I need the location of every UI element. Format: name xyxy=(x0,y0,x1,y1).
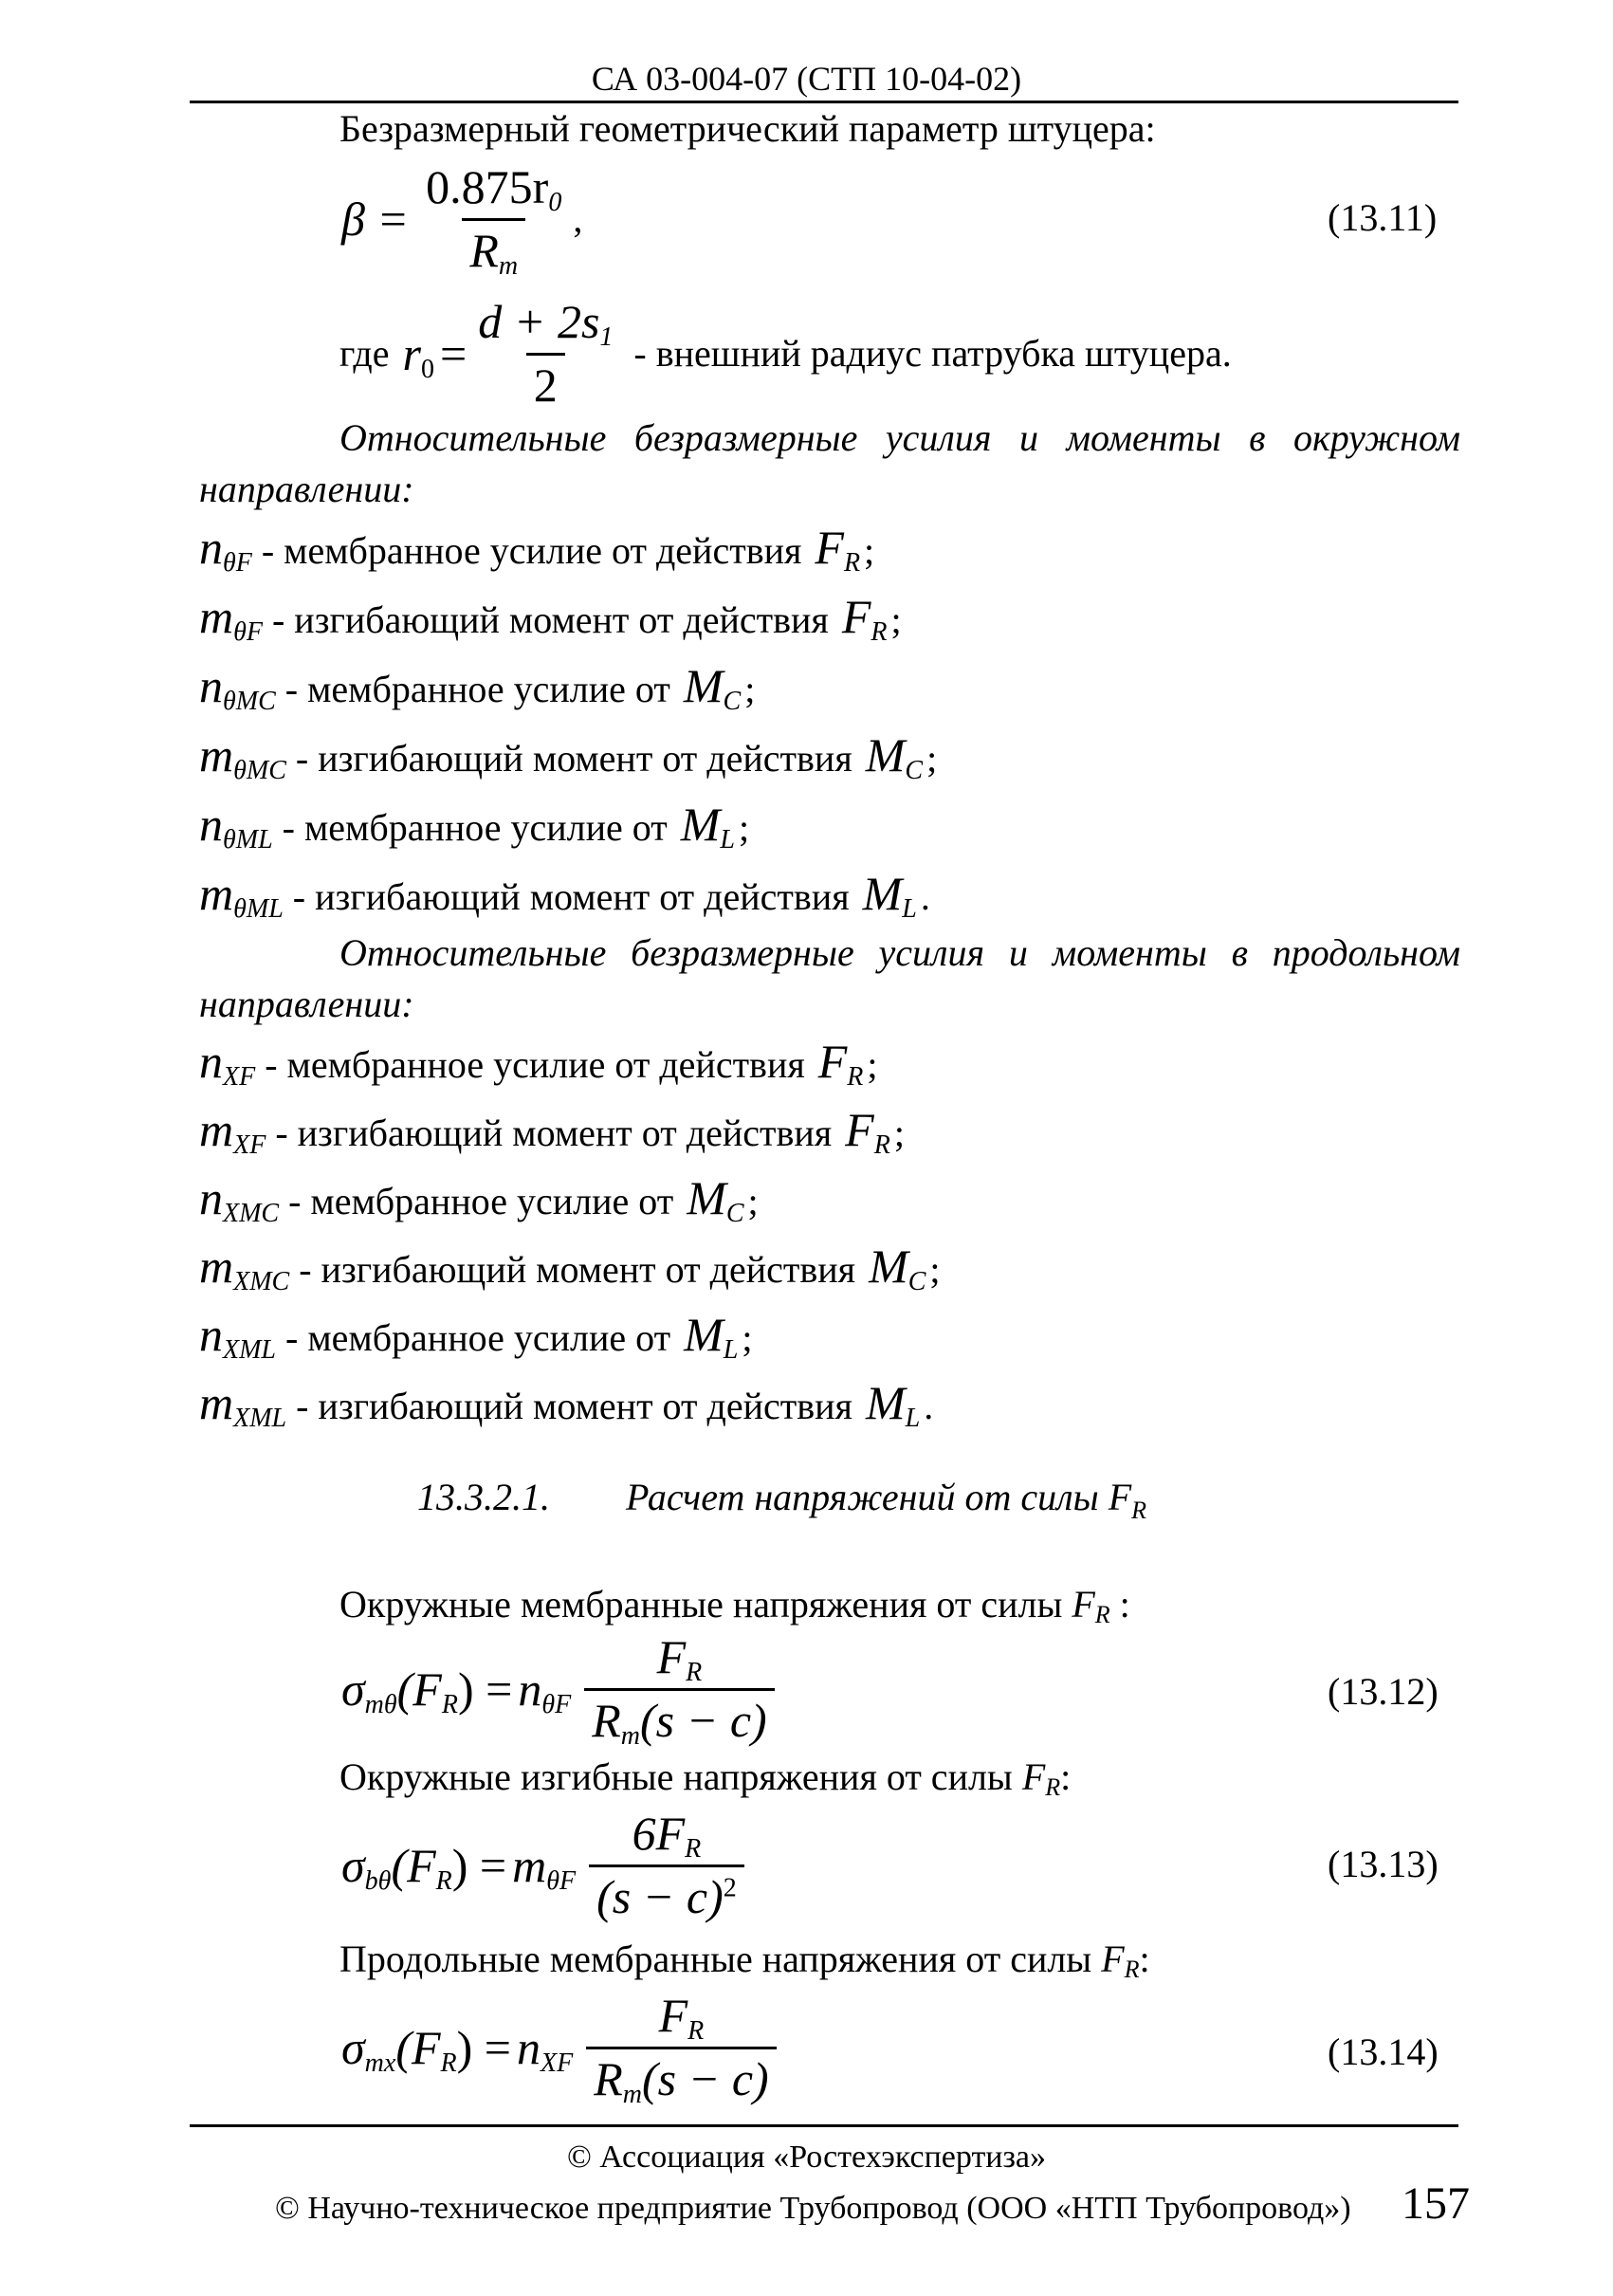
equation-label-13-12: (13.12) xyxy=(1328,1670,1439,1713)
stress-intro-13-13: Окружные изгибные напряжения от силы $F_R$: xyxy=(339,1755,1072,1801)
beta-intro: Безразмерный геометрический параметр штуцера: xyxy=(339,107,1156,150)
beta-comma: , xyxy=(573,197,583,240)
r0-denominator: 2 xyxy=(526,353,565,413)
stress-intro-13-14: Продольные мембранные напряжения от силы $F_R$: xyxy=(339,1938,1150,1983)
subsection-title: Расчет напряжений от силы $F_R$ xyxy=(626,1476,1147,1524)
beta-lhs: β = xyxy=(341,192,410,246)
equation-label-13-13: (13.13) xyxy=(1328,1843,1439,1885)
list-item: $n_{\theta F}$ - мембранное усилие от действия $F_R$ ; xyxy=(199,521,875,578)
r0-numerator: $d + 2s_1$ xyxy=(478,295,614,352)
fraction: $\frac{6F_R}{(s - c)^2}$ xyxy=(589,1806,744,1924)
longitudinal-list xyxy=(199,1034,941,1443)
r0-definition xyxy=(339,294,1232,413)
list-item: $n_{\theta ML}$ - мембранное усилие от $M_L$ ; xyxy=(199,798,750,854)
beta-denominator: $R_m$ xyxy=(462,218,525,278)
r0-description: - внешний радиус патрубка штуцера. xyxy=(633,332,1232,375)
stress-formula-13-13: $\sigma_{b\theta}$ $(F_R)$ = $m_{\theta F}$ $\frac{6F_R}{(s - c)^2}$ xyxy=(341,1806,744,1924)
list-item: $m_{XML}$ - изгибающий момент от действия $M_L$ . xyxy=(199,1376,934,1433)
beta-fraction xyxy=(418,159,569,281)
document-code-header: СА 03-004-07 (СТП 10-04-02) xyxy=(591,60,1022,98)
r0-symbol: $r_0$ xyxy=(402,326,434,384)
footer-company: © Научно-техническое предприятие Трубопровод (ООО «НТП Трубопровод») xyxy=(275,2191,1351,2226)
list-item: $m_{XMC}$ - изгибающий момент от действия $M_C$ ; xyxy=(199,1240,941,1296)
footer-association: © Ассоциация «Ростехэкспертиза» xyxy=(566,2140,1047,2175)
longitudinal-heading: Относительные безразмерные усилия и моменты в продольном направлении: xyxy=(199,931,1460,1025)
r0-equals: = xyxy=(440,326,467,380)
list-item: $m_{\theta ML}$ - изгибающий момент от действия $M_L$ . xyxy=(199,867,930,924)
footer-rule xyxy=(190,2124,1458,2127)
subsection-number: 13.3.2.1. xyxy=(417,1476,550,1518)
header-rule xyxy=(190,101,1458,103)
list-item: $m_{\theta MC}$ - изгибающий момент от действия $M_C$ ; xyxy=(199,728,938,785)
equation-label-13-11: (13.11) xyxy=(1328,196,1438,239)
list-item: $n_{XML}$ - мембранное усилие от $M_L$ ; xyxy=(199,1308,753,1365)
stress-formula-13-12: $\sigma_{m\theta}$ $(F_R)$ = $n_{\theta F}$ $\frac{F_R}{R_m(s - c)}$ xyxy=(341,1629,775,1748)
fraction: $\frac{F_R}{R_m(s - c)}$ xyxy=(586,1988,776,2106)
equation-label-13-14: (13.14) xyxy=(1328,2030,1439,2073)
list-item: $n_{XMC}$ - мембранное усилие от $M_C$ ; xyxy=(199,1171,759,1228)
r0-fraction xyxy=(470,294,620,413)
stress-formula-13-14: $\sigma_{mx}$ $(F_R)$ = $n_{XF}$ $\frac{F_R}{R_m(s - c)}$ xyxy=(341,1988,777,2106)
circumferential-list xyxy=(199,520,937,935)
beta-numerator: $0.875r_0$ xyxy=(426,160,562,217)
fraction: $\frac{F_R}{R_m(s - c)}$ xyxy=(584,1629,774,1748)
circumferential-heading: Относительные безразмерные усилия и моменты в окружном направлении: xyxy=(199,416,1460,510)
stress-intro-13-12: Окружные мембранные напряжения от силы $F_R$ : xyxy=(339,1583,1130,1628)
where-word: где xyxy=(339,332,390,375)
list-item: $m_{\theta F}$ - изгибающий момент от действия $F_R$ ; xyxy=(199,590,902,647)
beta-formula xyxy=(341,159,583,281)
page-number: 157 xyxy=(1402,2178,1470,2229)
list-item: $m_{XF}$ - изгибающий момент от действия $F_R$ ; xyxy=(199,1103,905,1160)
list-item: $n_{\theta MC}$ - мембранное усилие от $M_C$ ; xyxy=(199,659,756,716)
list-item: $n_{XF}$ - мембранное усилие от действия $F_R$ ; xyxy=(199,1035,878,1092)
